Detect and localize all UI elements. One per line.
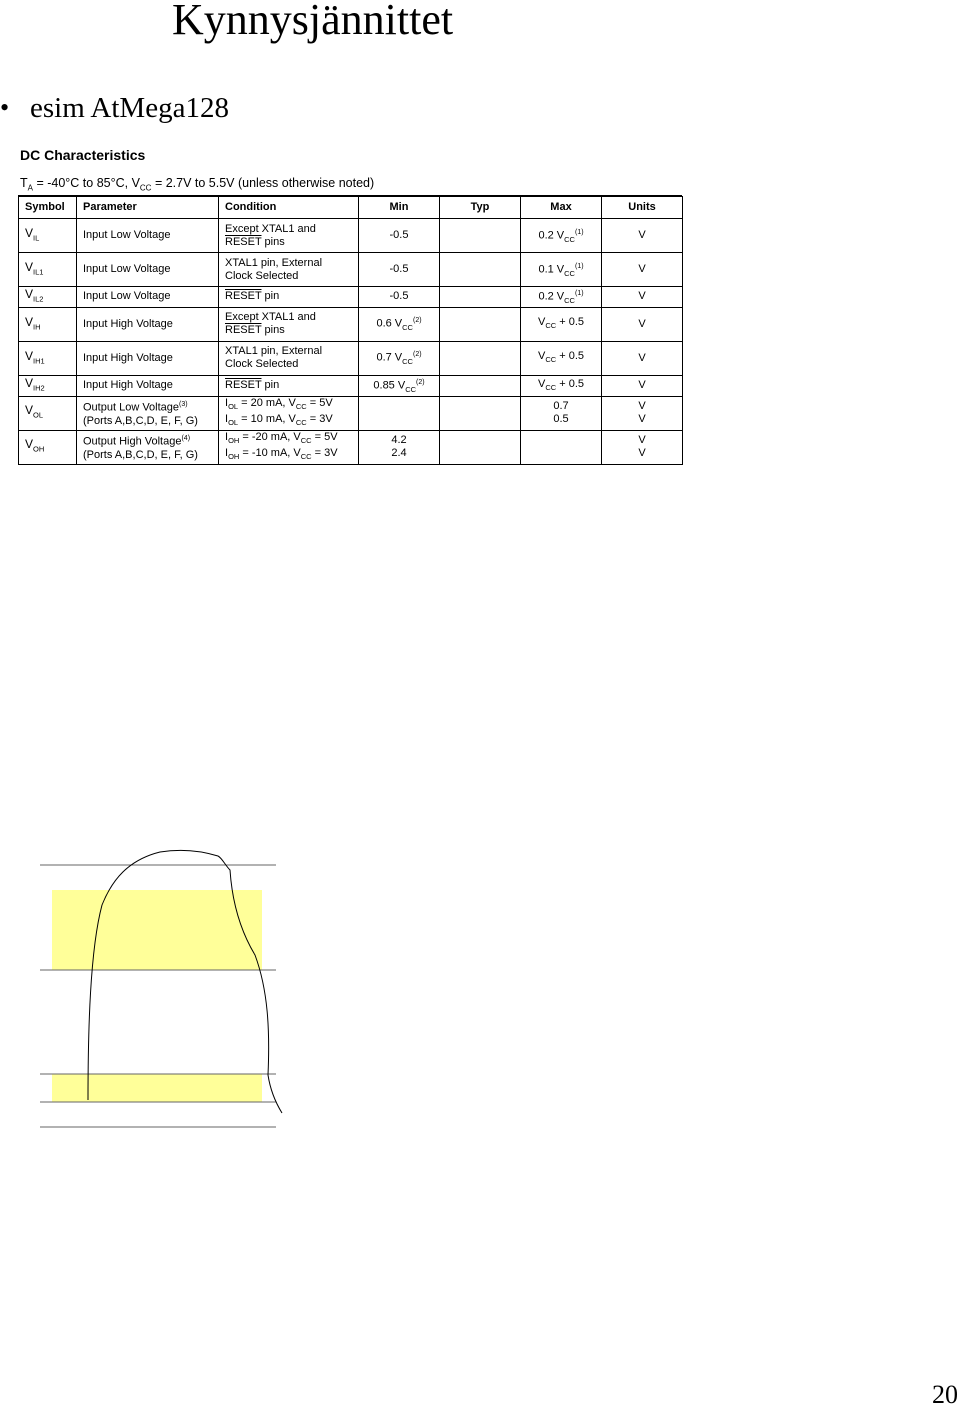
cell-parameter: Input High Voltage	[77, 375, 219, 396]
table-row	[19, 287, 683, 308]
header-max: Max	[521, 197, 602, 219]
cell-condition: RESET pin	[219, 375, 359, 396]
cell-units: V	[602, 341, 683, 375]
high-level-band	[52, 890, 262, 970]
header-typ: Typ	[440, 197, 521, 219]
cell-typ	[440, 396, 521, 430]
cell-min: -0.5	[359, 253, 440, 287]
table-row	[19, 219, 683, 253]
cell-condition: $I_{OH} = -20$ mA, $V_{CC} = 5V$ $I_{OH} = -10$ mA, $V_{CC} = 3V$	[219, 430, 359, 464]
cell-condition: Except XTAL1 and RESET pins	[219, 219, 359, 253]
cell-max	[521, 430, 602, 464]
cell-symbol: $V_{OH}$	[19, 430, 77, 464]
cell-max: $V_{CC} + 0.5$	[521, 341, 602, 375]
table-row	[19, 307, 683, 341]
table-row	[19, 396, 683, 430]
cell-typ	[440, 341, 521, 375]
cell-symbol: $V_{IL1}$	[19, 253, 77, 287]
cell-parameter: Input High Voltage	[77, 341, 219, 375]
table-row	[19, 253, 683, 287]
cell-typ	[440, 430, 521, 464]
bullet-text: esim AtMega128	[30, 92, 229, 124]
header-symbol: Symbol	[19, 197, 77, 219]
cell-symbol: $V_{IL2}$	[19, 287, 77, 308]
cell-units: V	[602, 219, 683, 253]
cell-max: $V_{CC} + 0.5$	[521, 307, 602, 341]
dc-characteristics-title: DC Characteristics	[20, 147, 146, 163]
cell-parameter: Output Low Voltage$^{(3)}$ (Ports A,B,C,D, E, F, G)	[77, 396, 219, 430]
header-min: Min	[359, 197, 440, 219]
cell-min: 0.85 $V_{CC}^{(2)}$	[359, 375, 440, 396]
cell-min: 0.6 $V_{CC}^{(2)}$	[359, 307, 440, 341]
slide-title: Kynnysjännittet	[172, 0, 454, 44]
cell-units: V	[602, 307, 683, 341]
cell-condition: RESET pin	[219, 287, 359, 308]
bullet-dot-icon: •	[0, 93, 10, 122]
cell-units: V V	[602, 430, 683, 464]
cell-symbol: $V_{IL}$	[19, 219, 77, 253]
cell-min	[359, 396, 440, 430]
cell-typ	[440, 307, 521, 341]
cell-units: V V	[602, 396, 683, 430]
cell-min: -0.5	[359, 219, 440, 253]
cell-max: 0.7 0.5	[521, 396, 602, 430]
cell-typ	[440, 253, 521, 287]
table-header-row	[19, 197, 683, 219]
cell-typ	[440, 375, 521, 396]
cell-max: 0.2 $V_{CC}^{(1)}$	[521, 287, 602, 308]
dc-conditions-note: $T_A = -40^\circ C$ to 85°C, $V_{CC} = 2.7V$ to 5.5V (unless otherwise noted)	[20, 176, 375, 193]
cell-units: V	[602, 253, 683, 287]
table-row	[19, 430, 683, 464]
dc-characteristics-table	[18, 196, 683, 465]
header-units: Units	[602, 197, 683, 219]
cell-max: $V_{CC} + 0.5$	[521, 375, 602, 396]
threshold-sketch-diagram	[0, 830, 300, 1140]
cell-symbol: $V_{IH2}$	[19, 375, 77, 396]
cell-condition: $I_{OL} = 20$ mA, $V_{CC} = 5V$ $I_{OL} = 10$ mA, $V_{CC} = 3V$	[219, 396, 359, 430]
cell-parameter: Input Low Voltage	[77, 253, 219, 287]
cell-min: -0.5	[359, 287, 440, 308]
cell-max: 0.1 $V_{CC}^{(1)}$	[521, 253, 602, 287]
cell-parameter: Input Low Voltage	[77, 219, 219, 253]
cell-max: 0.2 $V_{CC}^{(1)}$	[521, 219, 602, 253]
low-level-band	[52, 1074, 262, 1102]
cell-condition: XTAL1 pin, External Clock Selected	[219, 253, 359, 287]
page-number: 20	[932, 1380, 958, 1409]
table-row	[19, 341, 683, 375]
header-parameter: Parameter	[77, 197, 219, 219]
cell-min: 4.2 2.4	[359, 430, 440, 464]
cell-symbol: $V_{IH1}$	[19, 341, 77, 375]
cell-min: 0.7 $V_{CC}^{(2)}$	[359, 341, 440, 375]
cell-symbol: $V_{IH}$	[19, 307, 77, 341]
cell-units: V	[602, 375, 683, 396]
cell-units: V	[602, 287, 683, 308]
table-row	[19, 375, 683, 396]
cell-parameter: Input High Voltage	[77, 307, 219, 341]
header-condition: Condition	[219, 197, 359, 219]
cell-condition: XTAL1 pin, External Clock Selected	[219, 341, 359, 375]
cell-typ	[440, 287, 521, 308]
cell-condition: Except XTAL1 and RESET pins	[219, 307, 359, 341]
cell-typ	[440, 219, 521, 253]
cell-parameter: Input Low Voltage	[77, 287, 219, 308]
cell-symbol: $V_{OL}$	[19, 396, 77, 430]
cell-parameter: Output High Voltage$^{(4)}$ (Ports A,B,C,D, E, F, G)	[77, 430, 219, 464]
